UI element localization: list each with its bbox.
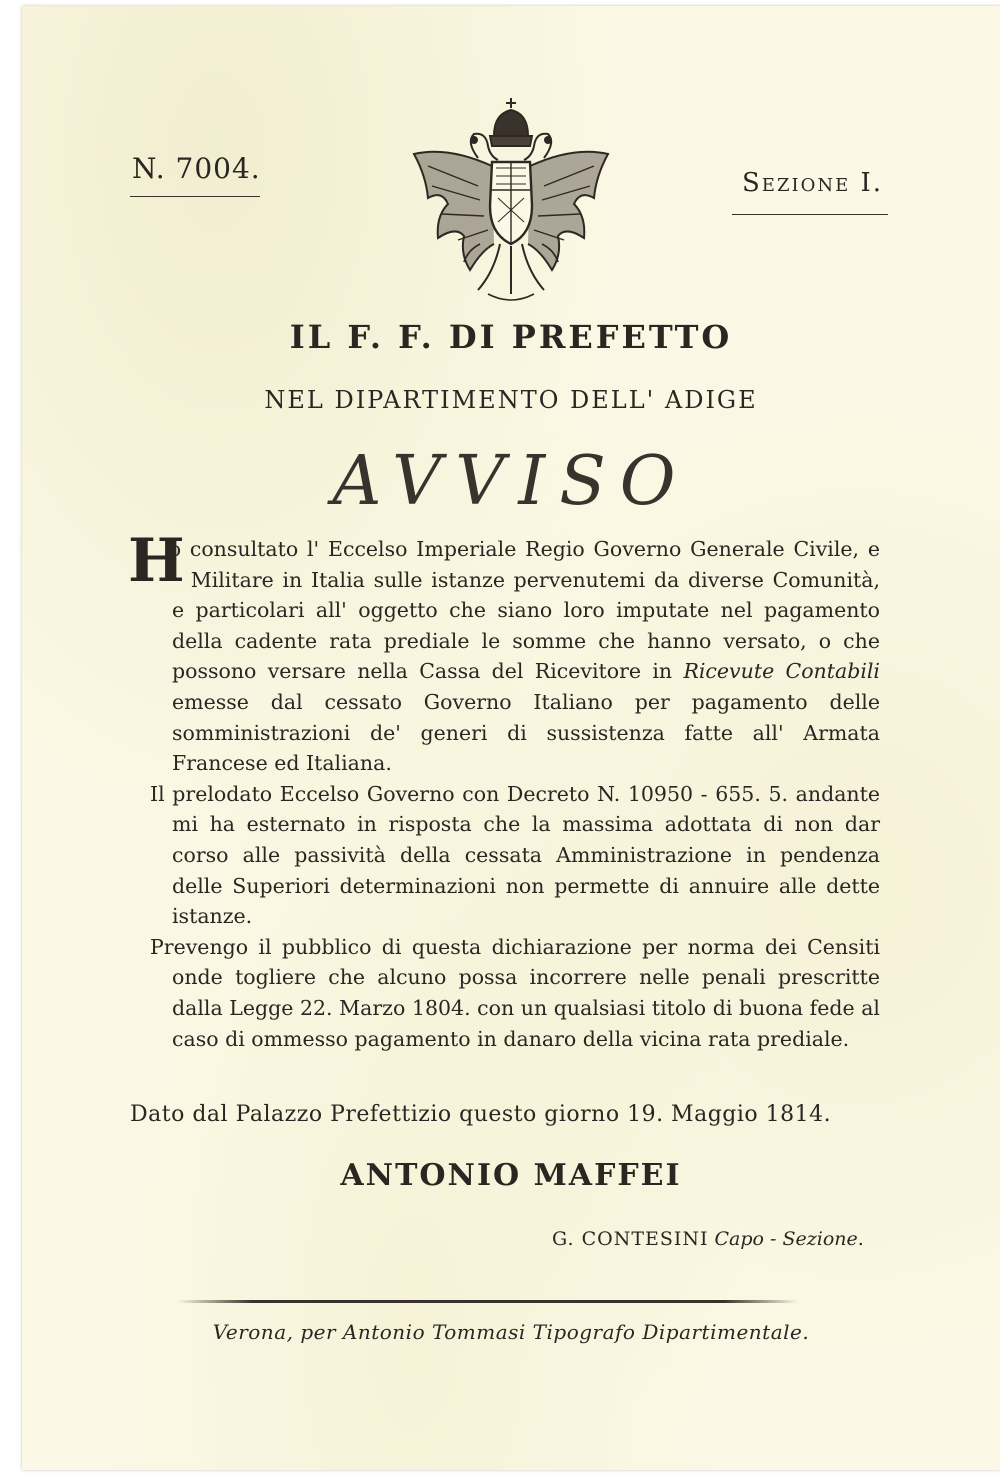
paragraph-1-italic: Ricevute Contabili <box>683 659 880 684</box>
paragraph-3: Prevengo il pubblico di questa dichiarazione per norma dei Censiti onde togliere che alcuno possa incorrere nelle penali prescritte dalla Legge 22. Marzo 1804. con un qualsiasi titolo di buona fede al caso di ommesso pagamento in danaro della vicina rata prediale. <box>150 934 880 1051</box>
authority-department: NEL DIPARTIMENTO DELL' ADIGE <box>264 386 758 414</box>
printer-imprint: Verona, per Antonio Tommasi Tipografo Dipartimentale. <box>212 1320 810 1344</box>
paragraph-1-text-a: ò consultato l' Eccelso Imperiale Regio Governo Generale Civile, e Militare in Italia sulle istanze pervenutemi da diverse Comunità, e particolari all' oggetto che siano loro imputate nel pagamento della cadente rata prediale le somme che hanno versato, o che possono versare nella Cassa del Ricevitore in <box>168 537 880 684</box>
notice-heading: AVVISO <box>332 442 690 521</box>
paragraph-1-text-b: emesse dal cessato Governo Italiano per pagamento delle somministrazioni de' generi di sussistenza fatte all' Armata Francese ed Italiana. <box>172 689 880 776</box>
dateline: Dato dal Palazzo Prefettizio questo giorno 19. Maggio 1814. <box>130 1102 832 1127</box>
signatory-name: ANTONIO MAFFEI <box>340 1158 682 1193</box>
footer-divider <box>178 1300 798 1303</box>
paragraph-2: Il prelodato Eccelso Governo con Decreto N. 10950 - 655. 5. andante mi ha esternato in risposta che la massima adottata di non dar corso alle passività della cessata Amministrazione in pendenza delle Superiori determinazioni non permette di annuire alle dette istanze. <box>150 781 880 929</box>
countersignature <box>552 1228 864 1250</box>
protocol-underline <box>130 196 260 197</box>
protocol-number: N. 7004. <box>132 152 261 185</box>
countersign-name: G. CONTESINI <box>552 1228 709 1250</box>
countersign-role: Capo - Sezione. <box>714 1228 864 1250</box>
paragraph-1 <box>128 526 880 779</box>
section-label: Sezione I. <box>742 168 884 198</box>
document-sheet <box>22 6 1000 1470</box>
drop-cap: H <box>128 526 185 596</box>
notice-body <box>128 526 880 1054</box>
double-headed-eagle-crest-icon <box>408 94 614 310</box>
authority-title: IL F. F. DI PREFETTO <box>289 318 733 356</box>
section-underline <box>732 214 888 215</box>
